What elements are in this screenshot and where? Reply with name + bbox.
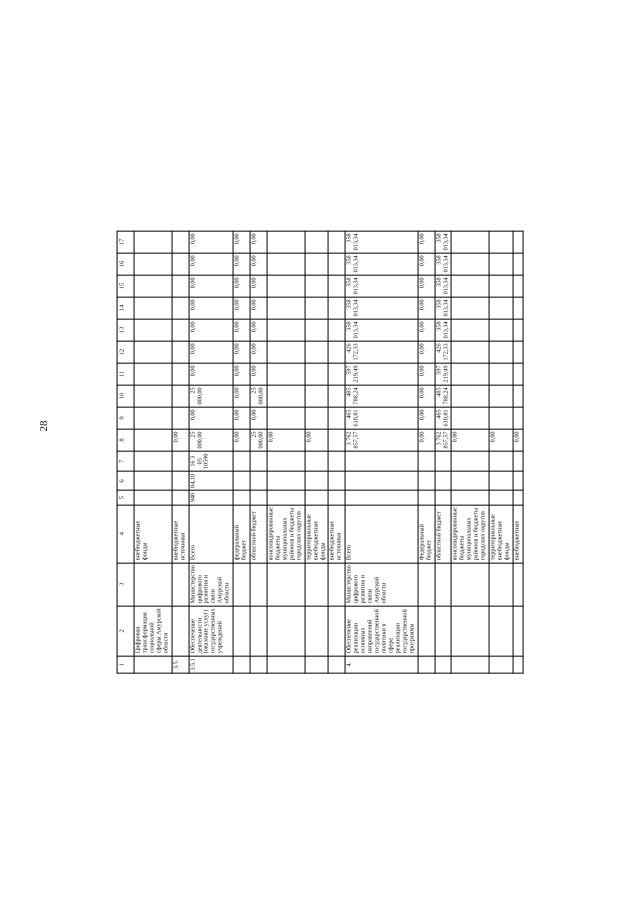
cell-c10 (172, 385, 189, 407)
cell-c3 (250, 563, 267, 606)
cell-c12 (305, 341, 329, 363)
cell-c1 (489, 656, 513, 673)
cell-c14 (267, 297, 305, 319)
cell-c7 (134, 451, 172, 471)
cell-c4: федеральный бюджет (233, 505, 250, 563)
cell-c7 (418, 451, 435, 471)
cell-c7 (267, 451, 305, 471)
cell-c15: 0,00 (189, 275, 234, 297)
table-row (513, 231, 523, 673)
cell-c13: 0,00 (418, 319, 435, 341)
cell-c4: территориальные внебюджетные фонды (305, 505, 329, 563)
cell-c12: 0,00 (418, 341, 435, 363)
cell-c14 (489, 297, 513, 319)
cell-c3 (435, 563, 452, 606)
cell-c6 (233, 471, 250, 490)
table-row (267, 231, 305, 673)
cell-c5 (345, 490, 417, 504)
cell-c17: 0,00 (250, 231, 267, 253)
cell-c13 (329, 319, 346, 341)
cell-c1: 4. (345, 656, 417, 673)
cell-c3 (267, 563, 305, 606)
cell-c6 (134, 471, 172, 490)
cell-c8: 0,00 (305, 429, 329, 451)
cell-c2: Обеспечение деятельности (оказание услуг) государственных учреждений (189, 606, 234, 656)
cell-c13 (305, 319, 329, 341)
cell-c15 (267, 275, 305, 297)
col-number-10: 10 (117, 385, 134, 407)
cell-c6 (250, 471, 267, 490)
cell-c11 (134, 363, 172, 385)
cell-c9: 465 610,81 (435, 407, 452, 429)
cell-c15 (513, 275, 523, 297)
cell-c17: 358 013,34 (435, 231, 452, 253)
cell-c3 (233, 563, 250, 606)
cell-c16: 0,00 (233, 253, 250, 275)
cell-c7 (345, 451, 417, 471)
cell-c4: внебюджетные фонды (134, 505, 172, 563)
cell-c13 (513, 319, 523, 341)
col-number-7: 7 (117, 451, 134, 471)
cell-c6 (329, 471, 346, 490)
cell-c3 (172, 563, 189, 606)
cell-c17 (513, 231, 523, 253)
cell-c14: 0,00 (418, 297, 435, 319)
cell-c3: Министерство цифрового развития и связи Амурской области (189, 563, 234, 606)
cell-c16 (513, 253, 523, 275)
cell-c12 (452, 341, 490, 363)
col-number-1: 1 (117, 656, 134, 673)
cell-c4: областной бюджет (250, 505, 267, 563)
cell-c5 (452, 490, 490, 504)
cell-c4: территориальные внебюджетные фонды (489, 505, 513, 563)
cell-c13: 0,00 (189, 319, 234, 341)
cell-c7 (452, 451, 490, 471)
cell-c15: 358 013,34 (435, 275, 452, 297)
cell-c4: внебюджетные (513, 505, 523, 563)
table-row (134, 231, 172, 673)
cell-c9: 0,00 (250, 407, 267, 429)
cell-c15 (489, 275, 513, 297)
cell-c10 (267, 385, 305, 407)
cell-c14 (329, 297, 346, 319)
cell-c11 (452, 363, 490, 385)
cell-c17: 0,00 (418, 231, 435, 253)
cell-c1 (435, 656, 452, 673)
cell-c5: 940 (189, 490, 234, 504)
cell-c12 (172, 341, 189, 363)
cell-c8: 0,00 (489, 429, 513, 451)
cell-c1 (329, 656, 346, 673)
cell-c1: 3.5.1 (189, 656, 234, 673)
col-number-17: 17 (117, 231, 134, 253)
cell-c12: 0,00 (189, 341, 234, 363)
budget-table (117, 230, 524, 673)
col-number-16: 16 (117, 253, 134, 275)
cell-c7 (435, 451, 452, 471)
table-row (418, 231, 435, 673)
cell-c17 (134, 231, 172, 253)
cell-c16: 358 013,34 (345, 253, 417, 275)
cell-c7: 16 3 05 10590 (189, 451, 234, 471)
page-number: 28 (38, 420, 50, 432)
cell-c14 (134, 297, 172, 319)
cell-c10: 25 000,00 (250, 385, 267, 407)
cell-c16 (452, 253, 490, 275)
cell-c10 (329, 385, 346, 407)
cell-c4: Всего (189, 505, 234, 563)
cell-c11: 0,00 (418, 363, 435, 385)
cell-c2 (435, 606, 452, 656)
cell-c16 (305, 253, 329, 275)
cell-c1 (250, 656, 267, 673)
cell-c9 (489, 407, 513, 429)
cell-c17 (489, 231, 513, 253)
cell-c12: 0,00 (250, 341, 267, 363)
cell-c10: 485 788,24 (435, 385, 452, 407)
cell-c7 (489, 451, 513, 471)
cell-c9: 465 610,81 (345, 407, 417, 429)
cell-c8 (329, 429, 346, 451)
cell-c11: 0,00 (250, 363, 267, 385)
table-row (452, 231, 490, 673)
cell-c15: 0,00 (418, 275, 435, 297)
cell-c1 (305, 656, 329, 673)
cell-c16 (329, 253, 346, 275)
cell-c5 (134, 490, 172, 504)
cell-c2 (250, 606, 267, 656)
cell-c2 (172, 606, 189, 656)
cell-c2 (305, 606, 329, 656)
cell-c14 (513, 297, 523, 319)
col-number-5: 5 (117, 490, 134, 504)
cell-c15 (134, 275, 172, 297)
cell-c5 (489, 490, 513, 504)
cell-c7 (513, 451, 523, 471)
cell-c11 (489, 363, 513, 385)
cell-c5 (435, 490, 452, 504)
cell-c17 (329, 231, 346, 253)
cell-c11 (329, 363, 346, 385)
cell-c15 (452, 275, 490, 297)
cell-c15 (172, 275, 189, 297)
cell-c7 (250, 451, 267, 471)
cell-c10: 485 788,24 (345, 385, 417, 407)
cell-c5 (267, 490, 305, 504)
cell-c8: 3 762 857,57 (345, 429, 417, 451)
cell-c17: 0,00 (189, 231, 234, 253)
cell-c11 (267, 363, 305, 385)
cell-c12 (489, 341, 513, 363)
cell-c7 (305, 451, 329, 471)
cell-c2 (452, 606, 490, 656)
cell-c11: 597 219,49 (435, 363, 452, 385)
cell-c9: 0,00 (418, 407, 435, 429)
cell-c15 (305, 275, 329, 297)
cell-c12 (513, 341, 523, 363)
cell-c10 (489, 385, 513, 407)
cell-c9: 0,00 (189, 407, 234, 429)
table-row-column-numbers (117, 231, 134, 673)
cell-c6 (452, 471, 490, 490)
cell-c3 (452, 563, 490, 606)
cell-c8: 0,00 (418, 429, 435, 451)
cell-c2 (233, 606, 250, 656)
cell-c13: 358 013,34 (435, 319, 452, 341)
cell-c14 (452, 297, 490, 319)
cell-c3 (329, 563, 346, 606)
cell-c9 (172, 407, 189, 429)
cell-c11 (172, 363, 189, 385)
cell-c1 (134, 656, 172, 673)
cell-c13: 0,00 (233, 319, 250, 341)
cell-c11: 0,00 (189, 363, 234, 385)
table-row (172, 231, 189, 673)
cell-c5 (233, 490, 250, 504)
cell-c9 (452, 407, 490, 429)
cell-c2: Обеспечение реализации основных направлений государственной политики в сфере реализации государственной программы (345, 606, 417, 656)
cell-c3 (489, 563, 513, 606)
cell-c4: консолидированные бюджеты муниципальных районов и бюджеты городских округов (452, 505, 490, 563)
cell-c4: внебюджетные источники (329, 505, 346, 563)
cell-c16: 0,00 (189, 253, 234, 275)
cell-c10 (305, 385, 329, 407)
table-row (489, 231, 513, 673)
cell-c14: 358 013,34 (345, 297, 417, 319)
cell-c16 (489, 253, 513, 275)
cell-c11: 0,00 (233, 363, 250, 385)
cell-c8: 0,00 (267, 429, 305, 451)
cell-c15: 358 013,34 (345, 275, 417, 297)
col-number-12: 12 (117, 341, 134, 363)
cell-c11: 597 219,49 (345, 363, 417, 385)
table-row (345, 231, 417, 673)
cell-c17 (305, 231, 329, 253)
cell-c11 (305, 363, 329, 385)
col-number-11: 11 (117, 363, 134, 385)
cell-c1 (267, 656, 305, 673)
cell-c4: внебюджетные источники (172, 505, 189, 563)
cell-c14: 0,00 (233, 297, 250, 319)
cell-c17 (452, 231, 490, 253)
table-row (189, 231, 234, 673)
cell-c16: 0,00 (418, 253, 435, 275)
cell-c17 (172, 231, 189, 253)
cell-c13 (267, 319, 305, 341)
cell-c8: 25 000,00 (250, 429, 267, 451)
cell-c9 (513, 407, 523, 429)
cell-c10: 25 000,00 (189, 385, 234, 407)
cell-c16 (267, 253, 305, 275)
cell-c5 (172, 490, 189, 504)
cell-c13 (452, 319, 490, 341)
cell-c7 (329, 451, 346, 471)
cell-c5 (305, 490, 329, 504)
cell-c6 (513, 471, 523, 490)
cell-c8: 0,00 (233, 429, 250, 451)
cell-c10 (452, 385, 490, 407)
cell-c13: 0,00 (250, 319, 267, 341)
cell-c1: 3.5. (172, 656, 189, 673)
cell-c15: 0,00 (233, 275, 250, 297)
cell-c5 (250, 490, 267, 504)
cell-c6 (305, 471, 329, 490)
budget-table-container (117, 230, 524, 673)
cell-c6 (435, 471, 452, 490)
cell-c1 (452, 656, 490, 673)
cell-c2 (513, 606, 523, 656)
cell-c3 (418, 563, 435, 606)
cell-c2 (267, 606, 305, 656)
cell-c16: 358 013,34 (435, 253, 452, 275)
cell-c4: консолидированные бюджеты муниципальных районов и бюджеты городских округов (267, 505, 305, 563)
table-row (435, 231, 452, 673)
cell-c10: 0,00 (418, 385, 435, 407)
cell-c10: 0,00 (233, 385, 250, 407)
table-row (305, 231, 329, 673)
cell-c13 (134, 319, 172, 341)
col-number-8: 8 (117, 429, 134, 451)
cell-c6: 04,10 (189, 471, 234, 490)
cell-c8 (134, 429, 172, 451)
col-number-6: 6 (117, 471, 134, 490)
table-row (329, 231, 346, 673)
cell-c2 (329, 606, 346, 656)
cell-c17: 0,00 (233, 231, 250, 253)
cell-c10 (513, 385, 523, 407)
cell-c14: 0,00 (250, 297, 267, 319)
col-number-13: 13 (117, 319, 134, 341)
cell-c8: 3 762 857,57 (435, 429, 452, 451)
cell-c13 (489, 319, 513, 341)
cell-c3 (305, 563, 329, 606)
cell-c5 (418, 490, 435, 504)
col-number-2: 2 (117, 606, 134, 656)
cell-c12 (329, 341, 346, 363)
cell-c16: 0,00 (250, 253, 267, 275)
cell-c2 (418, 606, 435, 656)
cell-c6 (418, 471, 435, 490)
cell-c1 (233, 656, 250, 673)
cell-c6 (489, 471, 513, 490)
col-number-15: 15 (117, 275, 134, 297)
cell-c12 (134, 341, 172, 363)
cell-c12: 0,00 (233, 341, 250, 363)
table-row (233, 231, 250, 673)
cell-c9 (134, 407, 172, 429)
cell-c8: 0,00 (172, 429, 189, 451)
cell-c6 (172, 471, 189, 490)
cell-c7 (233, 451, 250, 471)
cell-c4: Федеральный бюджет (418, 505, 435, 563)
cell-c8: 0,00 (452, 429, 490, 451)
cell-c8: 25 000,00 (189, 429, 234, 451)
cell-c9 (305, 407, 329, 429)
cell-c16 (134, 253, 172, 275)
col-number-4: 4 (117, 505, 134, 563)
cell-c10 (134, 385, 172, 407)
cell-c14 (172, 297, 189, 319)
cell-c2 (489, 606, 513, 656)
cell-c15: 0,00 (250, 275, 267, 297)
cell-c1 (513, 656, 523, 673)
cell-c3: Министерство цифрового развития и связи Амурской области (345, 563, 417, 606)
cell-c14 (305, 297, 329, 319)
cell-c4: Всего (345, 505, 417, 563)
cell-c5 (513, 490, 523, 504)
cell-c17: 358 013,34 (345, 231, 417, 253)
cell-c11 (513, 363, 523, 385)
cell-c6 (267, 471, 305, 490)
cell-c9 (329, 407, 346, 429)
cell-c3 (134, 563, 172, 606)
cell-c9 (267, 407, 305, 429)
cell-c15 (329, 275, 346, 297)
cell-c1 (418, 656, 435, 673)
cell-c13: 358 013,34 (345, 319, 417, 341)
cell-c12 (267, 341, 305, 363)
cell-c12: 426 172,33 (435, 341, 452, 363)
col-number-9: 9 (117, 407, 134, 429)
cell-c8: 0,00 (513, 429, 523, 451)
col-number-14: 14 (117, 297, 134, 319)
cell-c7 (172, 451, 189, 471)
cell-c9: 0,00 (233, 407, 250, 429)
cell-c12: 426 172,33 (345, 341, 417, 363)
cell-c14: 358 013,34 (435, 297, 452, 319)
cell-c4: областной бюджет (435, 505, 452, 563)
col-number-3: 3 (117, 563, 134, 606)
cell-c14: 0,00 (189, 297, 234, 319)
table-row (250, 231, 267, 673)
cell-c16 (172, 253, 189, 275)
cell-c13 (172, 319, 189, 341)
cell-c6 (345, 471, 417, 490)
cell-c17 (267, 231, 305, 253)
cell-c3 (513, 563, 523, 606)
cell-c5 (329, 490, 346, 504)
cell-c2: Цифровая трансформация социальной сферы Амурской области (134, 606, 172, 656)
